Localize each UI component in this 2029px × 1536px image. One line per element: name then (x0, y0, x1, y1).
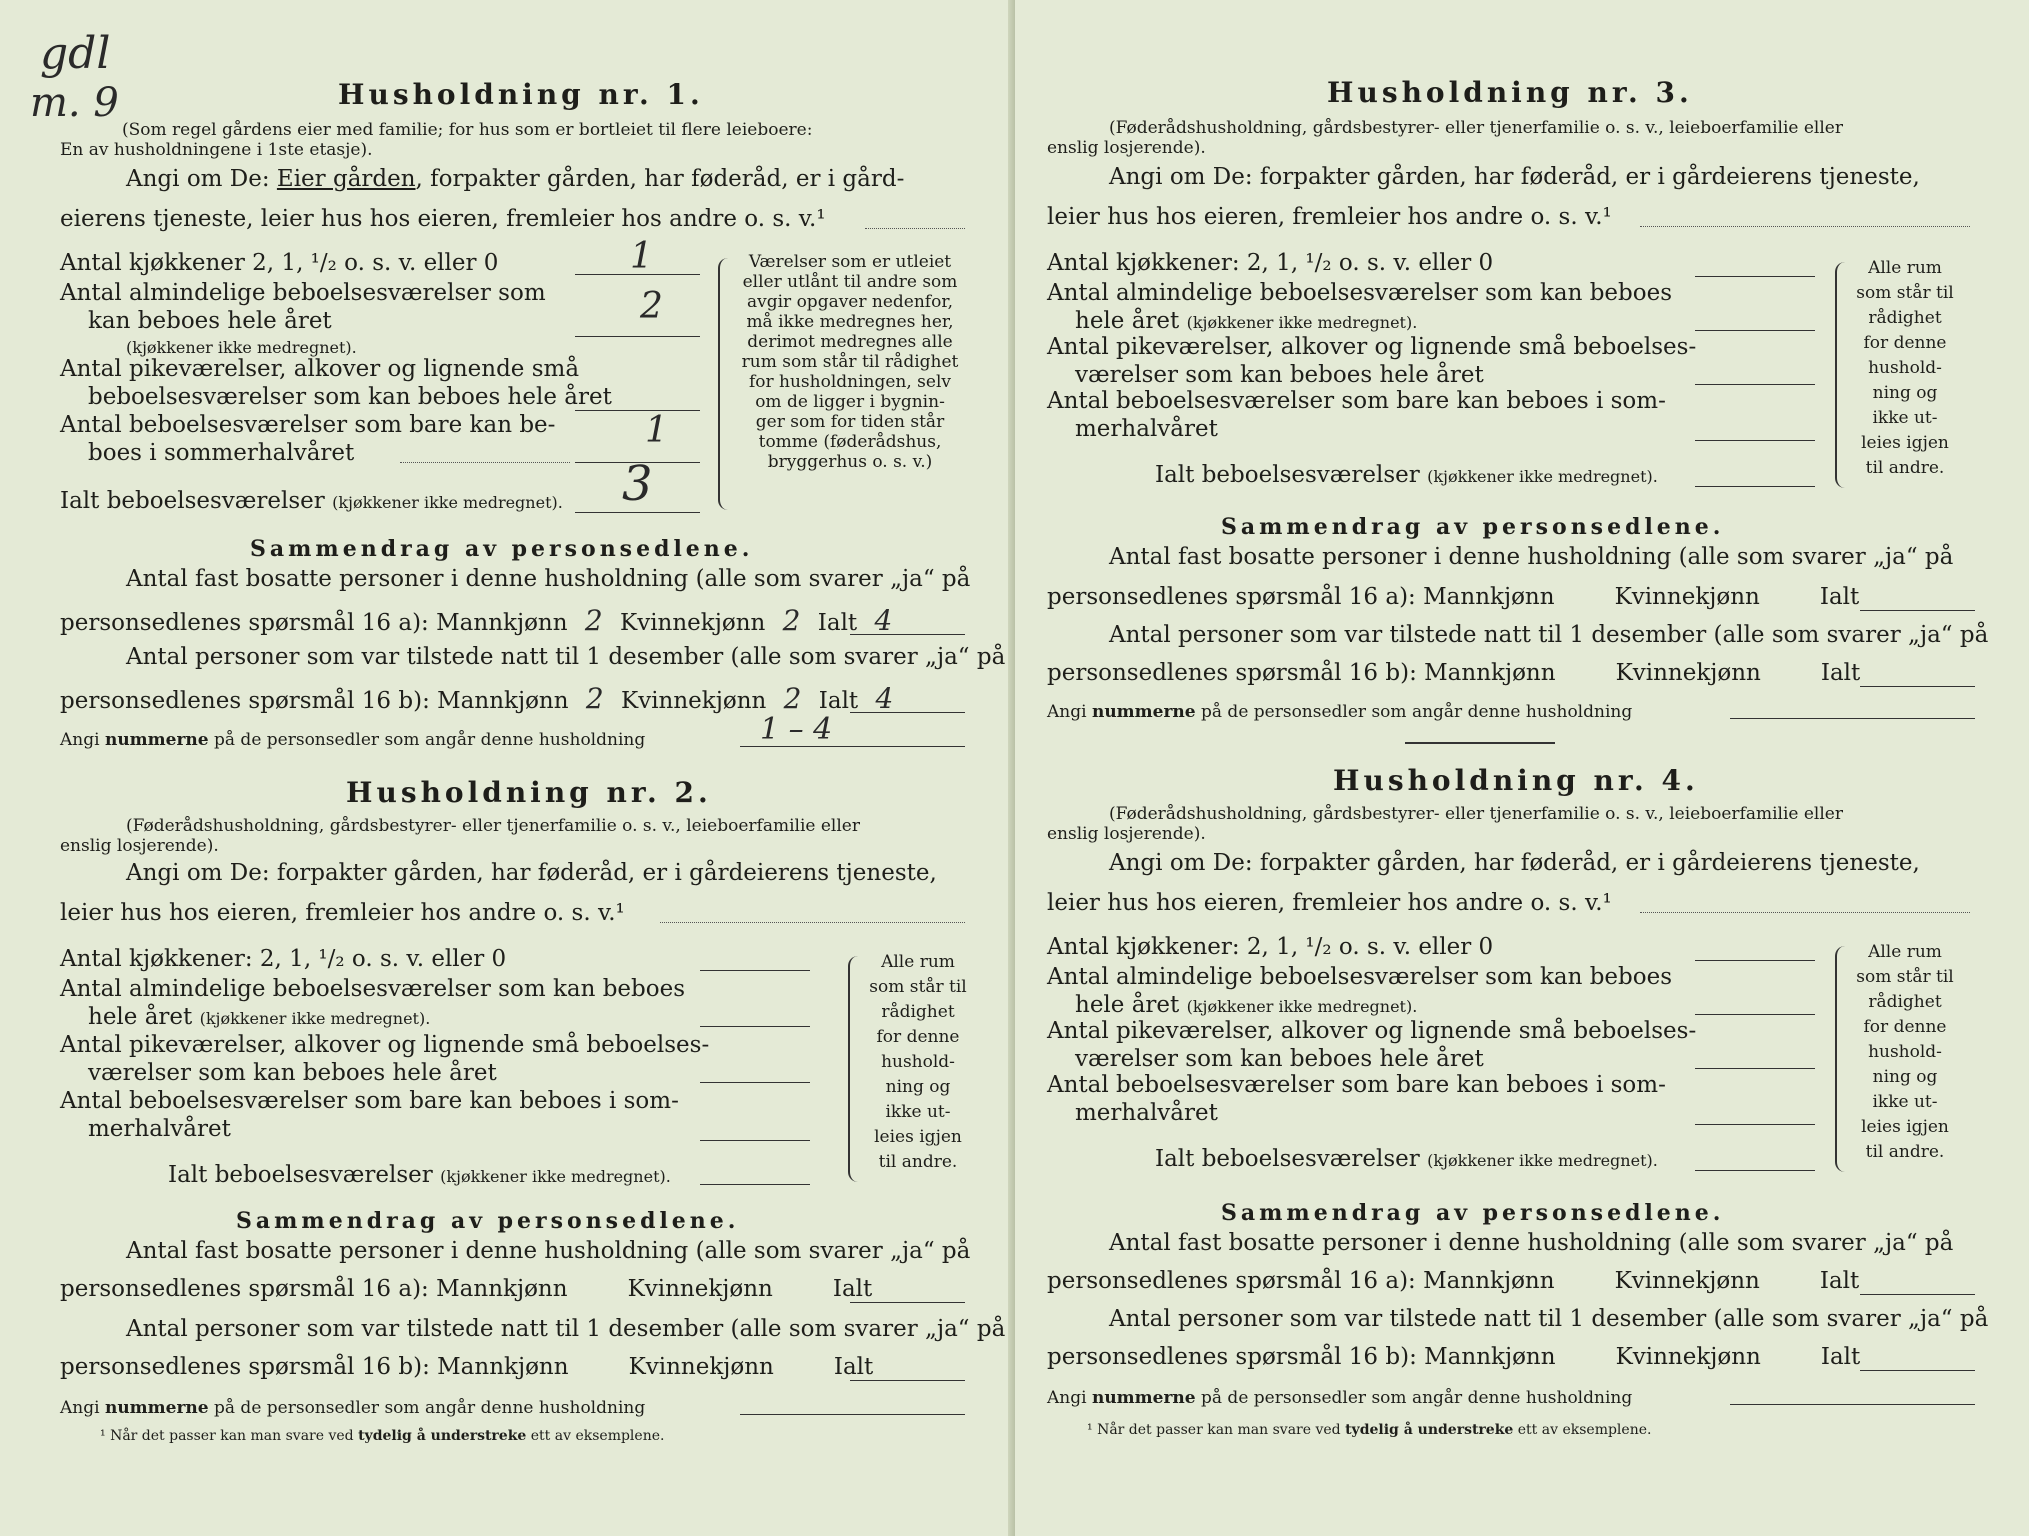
h1-numbers-line (740, 746, 965, 747)
h4-s3: Antal personer som var tilstede natt til 1 desember (alle som svarer „ja“ på (1109, 1306, 1989, 1332)
h4-rooms-line (1695, 1014, 1815, 1015)
h4-total-line (1695, 1170, 1815, 1171)
h2-s4-female-label: Kvinnekjønn (628, 1354, 774, 1380)
h2-s4-total-label: Ialt (833, 1354, 874, 1380)
h3-summer-line (1695, 440, 1815, 441)
h1-s4-female-label: Kvinnekjønn (621, 688, 767, 714)
h1-angi-answer: Eier gården (276, 166, 416, 192)
h1-row-rooms-c: (kjøkkener ikke medregnet). (126, 338, 357, 357)
side-note-line: til andre. (878, 1152, 958, 1172)
h4-sub1: (Føderådshusholdning, gårdsbestyrer- eller tjenerfamilie o. s. v., leieboerfamilie eller (1109, 804, 1843, 824)
h4-row-small-a: Antal pikeværelser, alkover og lignende små beboelses- (1047, 1018, 1697, 1044)
side-note-line: hushold- (881, 1052, 955, 1072)
footnote-right (1087, 1422, 1651, 1438)
h4-sub2: enslig losjerende). (1047, 824, 1206, 844)
side-note-line: for denne (876, 1027, 960, 1047)
side-note-line: for husholdningen, selv (748, 372, 952, 392)
side-note-line: leies igjen (874, 1127, 962, 1147)
side-note-line: tomme (føderådshus, (758, 432, 942, 452)
footnote-left (100, 1428, 664, 1444)
h4-row-summer-a: Antal beboelsesværelser som bare kan beboes i som- (1047, 1072, 1666, 1098)
h2-row-rooms-a: Antal almindelige beboelsesværelser som kan beboes (60, 976, 686, 1002)
h1-summer-value: 1 (645, 410, 668, 451)
h1-s4-male: 2 (585, 682, 604, 715)
h2-angi1: Angi om De: forpakter gården, har føderåd, er i gårdeierens tjeneste, (126, 860, 937, 886)
h4-n2: nummerne (1091, 1388, 1196, 1408)
h1-s4 (60, 682, 903, 715)
side-note-line: må ikke medregnes her, (746, 312, 954, 332)
h4-total-label: Ialt beboelsesværelser (1155, 1146, 1420, 1172)
h1-total-label: Ialt beboelsesværelser (60, 488, 325, 514)
h4-row-total (1155, 1146, 1658, 1172)
h1-row-kitchens: Antal kjøkkener 2, 1, ¹/₂ o. s. v. eller 0 (60, 250, 499, 276)
h1-total-note: (kjøkkener ikke medregnet). (332, 493, 563, 512)
h4-n1: Angi (1047, 1388, 1087, 1408)
h1-row-small-b: beboelsesværelser som kan beboes hele året (88, 384, 612, 410)
h1-s4-line (850, 712, 965, 713)
h2-brace (848, 956, 858, 1182)
h3-kitchens-line (1695, 276, 1815, 277)
h3-rooms-b1: hele året (1075, 308, 1180, 334)
h2-angi-fill (660, 922, 965, 923)
h4-s1: Antal fast bosatte personer i denne husholdning (alle som svarer „ja“ på (1109, 1230, 1954, 1256)
h2-rooms-b1: hele året (88, 1004, 193, 1030)
h1-s2-male: 2 (584, 604, 603, 637)
h1-s4-total-label: Ialt (818, 688, 859, 714)
h4-row-rooms-b (1075, 992, 1417, 1018)
h2-total-line (700, 1184, 810, 1185)
h4-s4 (1047, 1344, 1860, 1370)
h3-angi-fill (1640, 226, 1970, 227)
h3-s2-label: personsedlenes spørsmål 16 a): Mannkjønn (1047, 584, 1555, 610)
side-note-line: ning og (1872, 1067, 1938, 1087)
h4-s4-female-label: Kvinnekjønn (1615, 1344, 1761, 1370)
side-note-line: som står til (869, 977, 967, 997)
h1-row-rooms-b: kan beboes hele året (88, 308, 332, 334)
fn-right-b: tydelig å understreke (1345, 1422, 1514, 1438)
h3-n1: Angi (1047, 702, 1087, 722)
h1-summary-title: Sammendrag av personsedlene. (250, 536, 754, 562)
side-note-line: hushold- (1868, 1042, 1942, 1062)
h2-sub2: enslig losjerende). (60, 836, 219, 856)
side-note-line: leies igjen (1861, 1117, 1949, 1137)
h3-s3: Antal personer som var tilstede natt til 1 desember (alle som svarer „ja“ på (1109, 622, 1989, 648)
h2-s4-label: personsedlenes spørsmål 16 b): Mannkjønn (60, 1354, 569, 1380)
h4-s2 (1047, 1268, 1859, 1294)
h2-n2: nummerne (104, 1398, 209, 1418)
h4-kitchens-line (1695, 960, 1815, 961)
side-note-line: ikke ut- (885, 1102, 951, 1122)
h4-s2-label: personsedlenes spørsmål 16 a): Mannkjønn (1047, 1268, 1555, 1294)
h1-total-value: 3 (622, 456, 653, 512)
h1-row-summer-b: boes i sommerhalvåret (88, 440, 355, 466)
h3-s1: Antal fast bosatte personer i denne husholdning (alle som svarer „ja“ på (1109, 544, 1954, 570)
h3-s4-female-label: Kvinnekjønn (1615, 660, 1761, 686)
side-note-line: rådighet (1868, 308, 1942, 328)
divider (1405, 742, 1555, 744)
side-note-line: ikke ut- (1872, 1092, 1938, 1112)
h3-s4-label: personsedlenes spørsmål 16 b): Mannkjønn (1047, 660, 1556, 686)
h1-s2-total: 4 (874, 604, 893, 637)
h4-numbers-line (1730, 1404, 1975, 1405)
h1-n1: Angi (60, 730, 100, 750)
h3-total-note: (kjøkkener ikke medregnet). (1427, 467, 1658, 486)
fn-left-b: tydelig å understreke (358, 1428, 527, 1444)
h3-n3: på de personsedler som angår denne husholdning (1201, 702, 1633, 722)
side-note-line: Alle rum (1868, 942, 1942, 962)
h3-s2-female-label: Kvinnekjønn (1614, 584, 1760, 610)
h2-angi2: leier hus hos eieren, fremleier hos andre o. s. v.¹ (60, 900, 625, 926)
side-note-line: ger som for tiden står (755, 412, 945, 432)
h1-angi-line2: eierens tjeneste, leier hus hos eieren, fremleier hos andre o. s. v.¹ (60, 206, 826, 232)
h1-angi-line1 (126, 166, 904, 192)
h2-s2-line (850, 1302, 965, 1303)
h3-row-small-b: værelser som kan beboes hele året (1075, 362, 1484, 388)
side-note-line: som står til (1856, 283, 1954, 303)
h2-s1: Antal fast bosatte personer i denne husholdning (alle som svarer „ja“ på (126, 1238, 971, 1264)
side-note-line: til andre. (1865, 1142, 1945, 1162)
h2-s2-female-label: Kvinnekjønn (627, 1276, 773, 1302)
h3-total-label: Ialt beboelsesværelser (1155, 462, 1420, 488)
h2-rooms-line (700, 1026, 810, 1027)
side-note-line: ikke ut- (1872, 408, 1938, 428)
h4-summer-line (1695, 1124, 1815, 1125)
h1-row-small-a: Antal pikeværelser, alkover og lignende små (60, 356, 580, 382)
h4-row-kitchens: Antal kjøkkener: 2, 1, ¹/₂ o. s. v. eller 0 (1047, 934, 1494, 960)
side-note-line: om de ligger i bygnin- (755, 392, 945, 412)
h1-s1: Antal fast bosatte personer i denne husholdning (alle som svarer „ja“ på (126, 566, 971, 592)
h1-angi-rest: , forpakter gården, har føderåd, er i gård- (415, 166, 905, 192)
h2-s4-line (850, 1380, 965, 1381)
h1-s2-line (850, 634, 965, 635)
side-note-line: for denne (1863, 333, 1947, 353)
h3-s2-line (1860, 610, 1975, 611)
h3-small-line (1695, 384, 1815, 385)
fn-right-c: ett av eksemplene. (1517, 1422, 1652, 1438)
h4-s4-line (1860, 1370, 1975, 1371)
h2-s2 (60, 1276, 872, 1302)
h3-s2 (1047, 584, 1859, 610)
h1-row-summer-a: Antal beboelsesværelser som bare kan be- (60, 412, 556, 438)
corner-note-2: m. 9 (30, 80, 119, 126)
side-note-line: rum som står til rådighet (741, 352, 959, 372)
side-note-line: for denne (1863, 1017, 1947, 1037)
h1-n2: nummerne (104, 730, 209, 750)
side-note-line: Alle rum (1868, 258, 1942, 278)
fn-right-a: ¹ Når det passer kan man svare ved (1087, 1422, 1341, 1438)
h3-n2: nummerne (1091, 702, 1196, 722)
side-note-line: bryggerhus o. s. v.) (767, 452, 933, 472)
h3-numbers-line (1730, 718, 1975, 719)
h2-n1: Angi (60, 1398, 100, 1418)
h2-numbers-line (740, 1414, 965, 1415)
h3-s4 (1047, 660, 1860, 686)
fn-left-c: ett av eksemplene. (530, 1428, 665, 1444)
h1-s4-label: personsedlenes spørsmål 16 b): Mannkjønn (60, 688, 569, 714)
side-note-line: som står til (1856, 967, 1954, 987)
h2-summer-line (700, 1140, 810, 1141)
h3-angi1: Angi om De: forpakter gården, har føderåd, er i gårdeierens tjeneste, (1109, 164, 1920, 190)
h2-s4 (60, 1354, 873, 1380)
h2-small-line (700, 1082, 810, 1083)
h3-row-summer-a: Antal beboelsesværelser som bare kan beboes i som- (1047, 388, 1666, 414)
h3-row-total (1155, 462, 1658, 488)
h1-row-total (60, 488, 563, 514)
h4-s2-female-label: Kvinnekjønn (1614, 1268, 1760, 1294)
h3-rooms-line (1695, 330, 1815, 331)
h4-brace (1835, 946, 1845, 1172)
side-note-line: hushold- (1868, 358, 1942, 378)
h4-row-rooms-a: Antal almindelige beboelsesværelser som kan beboes (1047, 964, 1673, 990)
h4-summary-title: Sammendrag av personsedlene. (1221, 1200, 1725, 1226)
side-note-line: leies igjen (1861, 433, 1949, 453)
side-note-line: rådighet (881, 1002, 955, 1022)
h2-row-summer-b: merhalvåret (88, 1116, 231, 1142)
h1-s2-female-label: Kvinnekjønn (620, 610, 766, 636)
h4-title: Husholdning nr. 4. (1333, 764, 1699, 797)
h4-s4-total-label: Ialt (1820, 1344, 1861, 1370)
h4-side-note (1845, 940, 1965, 1165)
h1-brace (718, 258, 728, 510)
h2-row-total (168, 1162, 671, 1188)
h4-rooms-b1: hele året (1075, 992, 1180, 1018)
h2-row-small-a: Antal pikeværelser, alkover og lignende små beboelses- (60, 1032, 710, 1058)
h2-row-rooms-b (88, 1004, 430, 1030)
h2-row-summer-a: Antal beboelsesværelser som bare kan beboes i som- (60, 1088, 679, 1114)
h4-rooms-b2: (kjøkkener ikke medregnet). (1186, 997, 1418, 1016)
h3-s4-line (1860, 686, 1975, 687)
side-note-line: til andre. (1865, 458, 1945, 478)
h1-rooms-value: 2 (640, 286, 663, 327)
h3-sub2: enslig losjerende). (1047, 138, 1206, 158)
h2-n3: på de personsedler som angår denne husholdning (214, 1398, 646, 1418)
h1-summer-dots (400, 462, 570, 463)
right-page (1015, 0, 2029, 1536)
h3-side-note (1845, 256, 1965, 481)
h1-side-note (730, 252, 970, 472)
h3-row-summer-b: merhalvåret (1075, 416, 1218, 442)
h2-s2-label: personsedlenes spørsmål 16 a): Mannkjønn (60, 1276, 568, 1302)
h1-s4-total: 4 (875, 682, 894, 715)
h4-s2-line (1860, 1294, 1975, 1295)
h3-angi2: leier hus hos eieren, fremleier hos andre o. s. v.¹ (1047, 204, 1612, 230)
h4-angi-fill (1640, 912, 1970, 913)
h4-row-small-b: værelser som kan beboes hele året (1075, 1046, 1484, 1072)
corner-note-1: gdl (40, 28, 111, 79)
h3-rooms-b2: (kjøkkener ikke medregnet). (1186, 313, 1418, 332)
h3-title: Husholdning nr. 3. (1327, 76, 1693, 109)
side-note-line: ning og (1872, 383, 1938, 403)
h3-row-kitchens: Antal kjøkkener: 2, 1, ¹/₂ o. s. v. eller 0 (1047, 250, 1494, 276)
h4-angi2: leier hus hos eieren, fremleier hos andre o. s. v.¹ (1047, 890, 1612, 916)
h4-total-note: (kjøkkener ikke medregnet). (1427, 1151, 1658, 1170)
h1-title: Husholdning nr. 1. (338, 78, 704, 111)
h1-angi-label: Angi om De: (126, 166, 270, 192)
left-page (0, 0, 1014, 1536)
h3-sub1: (Føderådshusholdning, gårdsbestyrer- eller tjenerfamilie o. s. v., leieboerfamilie eller (1109, 118, 1843, 138)
h3-numbers (1047, 702, 1632, 722)
h1-s4-female: 2 (783, 682, 802, 715)
h1-s3: Antal personer som var tilstede natt til 1 desember (alle som svarer „ja“ på (126, 644, 1006, 670)
h2-title: Husholdning nr. 2. (346, 776, 712, 809)
h1-s2-label: personsedlenes spørsmål 16 a): Mannkjønn (60, 610, 568, 636)
h1-numbers-value: 1 – 4 (760, 712, 833, 747)
h1-n3: på de personsedler som angår denne husholdning (214, 730, 646, 750)
h1-sub2: En av husholdningene i 1ste etasje). (60, 140, 373, 160)
side-note-line: eller utlånt til andre som (742, 272, 958, 292)
h1-row-rooms-a: Antal almindelige beboelsesværelser som (60, 280, 546, 306)
side-note-line: Værelser som er utleiet (748, 252, 952, 272)
h3-row-small-a: Antal pikeværelser, alkover og lignende små beboelses- (1047, 334, 1697, 360)
h1-total-line (575, 512, 700, 513)
h1-sub1: (Som regel gårdens eier med familie; for hus som er bortleiet til flere leieboere: (122, 120, 813, 140)
h4-numbers (1047, 1388, 1632, 1408)
h2-s3: Antal personer som var tilstede natt til 1 desember (alle som svarer „ja“ på (126, 1316, 1006, 1342)
h1-numbers (60, 730, 645, 750)
h2-row-kitchens: Antal kjøkkener: 2, 1, ¹/₂ o. s. v. eller 0 (60, 946, 507, 972)
h4-row-summer-b: merhalvåret (1075, 1100, 1218, 1126)
h3-row-rooms-b (1075, 308, 1417, 334)
h2-total-label: Ialt beboelsesværelser (168, 1162, 433, 1188)
h4-s4-label: personsedlenes spørsmål 16 b): Mannkjønn (1047, 1344, 1556, 1370)
h3-s4-total-label: Ialt (1820, 660, 1861, 686)
h4-small-line (1695, 1068, 1815, 1069)
h1-s2-total-label: Ialt (817, 610, 858, 636)
side-note-line: derimot medregnes alle (747, 332, 953, 352)
h2-summary-title: Sammendrag av personsedlene. (236, 1208, 740, 1234)
side-note-line: ning og (885, 1077, 951, 1097)
h2-sub1: (Føderådshusholdning, gårdsbestyrer- eller tjenerfamilie o. s. v., leieboerfamilie eller (126, 816, 860, 836)
side-note-line: Alle rum (881, 952, 955, 972)
h1-angi-fill (865, 228, 965, 229)
h3-brace (1835, 262, 1845, 488)
h4-angi1: Angi om De: forpakter gården, har føderåd, er i gårdeierens tjeneste, (1109, 850, 1920, 876)
h3-total-line (1695, 486, 1815, 487)
h1-kitchens-value: 1 (630, 236, 653, 277)
side-note-line: rådighet (1868, 992, 1942, 1012)
h2-s2-total-label: Ialt (832, 1276, 873, 1302)
h4-n3: på de personsedler som angår denne husholdning (1201, 1388, 1633, 1408)
h1-small-line (575, 410, 700, 411)
h3-summary-title: Sammendrag av personsedlene. (1221, 514, 1725, 540)
h2-total-note: (kjøkkener ikke medregnet). (440, 1167, 671, 1186)
h1-rooms-line (575, 336, 700, 337)
h2-numbers (60, 1398, 645, 1418)
h2-kitchens-line (700, 970, 810, 971)
side-note-line: avgir opgaver nedenfor, (746, 292, 953, 312)
h1-s2 (60, 604, 902, 637)
h2-rooms-b2: (kjøkkener ikke medregnet). (199, 1009, 431, 1028)
h3-row-rooms-a: Antal almindelige beboelsesværelser som kan beboes (1047, 280, 1673, 306)
h3-s2-total-label: Ialt (1819, 584, 1860, 610)
h2-side-note (858, 950, 978, 1175)
h1-s2-female: 2 (782, 604, 801, 637)
fn-left-a: ¹ Når det passer kan man svare ved (100, 1428, 354, 1444)
h4-s2-total-label: Ialt (1819, 1268, 1860, 1294)
h2-row-small-b: værelser som kan beboes hele året (88, 1060, 497, 1086)
